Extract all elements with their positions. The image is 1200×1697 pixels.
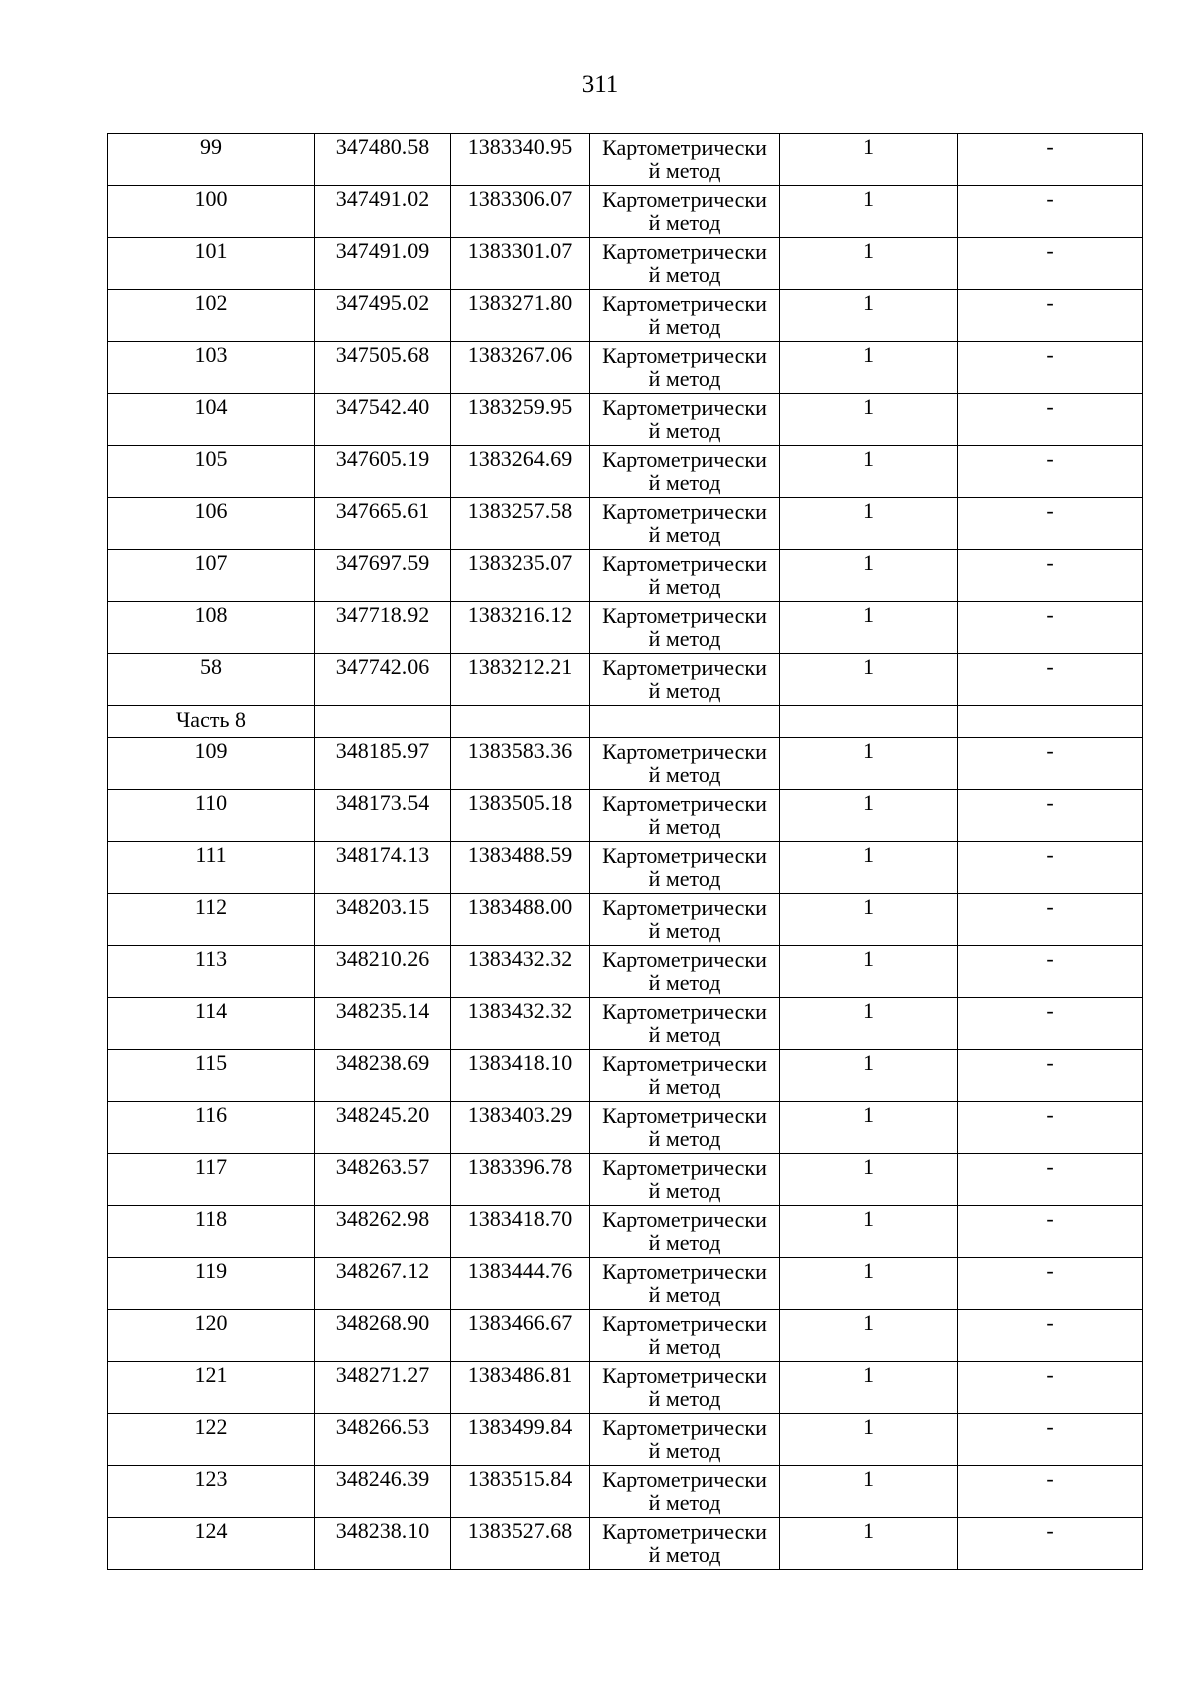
table-row xyxy=(108,842,1143,894)
accuracy-cell: 1 xyxy=(780,738,958,790)
point-number-cell: 118 xyxy=(108,1206,315,1258)
method-text-line1: Картометрически xyxy=(602,603,767,628)
method-cell xyxy=(590,1258,780,1310)
method-text-line2: й метод xyxy=(648,158,721,183)
table-row xyxy=(108,790,1143,842)
table-row xyxy=(108,1362,1143,1414)
x-coordinate-cell: 347542.40 xyxy=(315,394,451,446)
accuracy-cell: 1 xyxy=(780,186,958,238)
x-coordinate-cell: 347665.61 xyxy=(315,498,451,550)
coordinates-table xyxy=(107,133,1143,1570)
method-text-line2: й метод xyxy=(648,762,721,787)
accuracy-cell: 1 xyxy=(780,1466,958,1518)
x-coordinate-cell: 348266.53 xyxy=(315,1414,451,1466)
x-coordinate-cell: 348246.39 xyxy=(315,1466,451,1518)
x-coordinate-cell: 348245.20 xyxy=(315,1102,451,1154)
method-text-line2: й метод xyxy=(648,1022,721,1047)
x-coordinate-cell: 348267.12 xyxy=(315,1258,451,1310)
y-coordinate-cell: 1383396.78 xyxy=(451,1154,590,1206)
accuracy-cell: 1 xyxy=(780,1258,958,1310)
accuracy-cell: 1 xyxy=(780,134,958,186)
note-cell: - xyxy=(958,1310,1143,1362)
table-row xyxy=(108,446,1143,498)
note-cell: - xyxy=(958,998,1143,1050)
y-coordinate-cell: 1383235.07 xyxy=(451,550,590,602)
method-text-line2: й метод xyxy=(648,918,721,943)
method-text-line2: й метод xyxy=(648,678,721,703)
x-coordinate-cell: 347742.06 xyxy=(315,654,451,706)
method-text-line1: Картометрически xyxy=(602,1415,767,1440)
method-text-line1: Картометрически xyxy=(602,895,767,920)
note-cell: - xyxy=(958,446,1143,498)
y-coordinate-cell: 1383264.69 xyxy=(451,446,590,498)
point-number-cell: 100 xyxy=(108,186,315,238)
point-number-cell: 114 xyxy=(108,998,315,1050)
note-cell: - xyxy=(958,290,1143,342)
point-number-cell: 119 xyxy=(108,1258,315,1310)
accuracy-cell: 1 xyxy=(780,946,958,998)
method-cell xyxy=(590,1102,780,1154)
table-row xyxy=(108,738,1143,790)
method-cell xyxy=(590,394,780,446)
point-number-cell: 113 xyxy=(108,946,315,998)
note-cell: - xyxy=(958,738,1143,790)
point-number-cell: 116 xyxy=(108,1102,315,1154)
method-text-line1: Картометрически xyxy=(602,843,767,868)
method-cell xyxy=(590,790,780,842)
method-text-line1: Картометрически xyxy=(602,1259,767,1284)
x-coordinate-cell: 348185.97 xyxy=(315,738,451,790)
method-text-line1: Картометрически xyxy=(602,187,767,212)
method-text-line1: Картометрически xyxy=(602,499,767,524)
method-cell xyxy=(590,602,780,654)
table-row xyxy=(108,1414,1143,1466)
point-number-cell: 109 xyxy=(108,738,315,790)
note-cell: - xyxy=(958,1102,1143,1154)
table-row xyxy=(108,998,1143,1050)
table-row xyxy=(108,186,1143,238)
method-text-line1: Картометрически xyxy=(602,1311,767,1336)
method-text-line2: й метод xyxy=(648,1126,721,1151)
point-number-cell: 123 xyxy=(108,1466,315,1518)
table-row xyxy=(108,602,1143,654)
accuracy-cell: 1 xyxy=(780,842,958,894)
point-number-cell: 120 xyxy=(108,1310,315,1362)
empty-cell xyxy=(315,706,451,738)
table-row xyxy=(108,394,1143,446)
accuracy-cell: 1 xyxy=(780,1050,958,1102)
point-number-cell: 105 xyxy=(108,446,315,498)
note-cell: - xyxy=(958,1154,1143,1206)
x-coordinate-cell: 347480.58 xyxy=(315,134,451,186)
point-number-cell: 103 xyxy=(108,342,315,394)
empty-cell xyxy=(451,706,590,738)
y-coordinate-cell: 1383403.29 xyxy=(451,1102,590,1154)
accuracy-cell: 1 xyxy=(780,790,958,842)
x-coordinate-cell: 348263.57 xyxy=(315,1154,451,1206)
method-text-line2: й метод xyxy=(648,1282,721,1307)
y-coordinate-cell: 1383432.32 xyxy=(451,998,590,1050)
table-row xyxy=(108,1310,1143,1362)
y-coordinate-cell: 1383267.06 xyxy=(451,342,590,394)
y-coordinate-cell: 1383418.70 xyxy=(451,1206,590,1258)
note-cell: - xyxy=(958,1362,1143,1414)
y-coordinate-cell: 1383271.80 xyxy=(451,290,590,342)
x-coordinate-cell: 348268.90 xyxy=(315,1310,451,1362)
method-text-line1: Картометрически xyxy=(602,1103,767,1128)
method-text-line2: й метод xyxy=(648,1230,721,1255)
note-cell: - xyxy=(958,342,1143,394)
method-cell xyxy=(590,290,780,342)
section-header-row xyxy=(108,706,1143,738)
method-text-line1: Картометрически xyxy=(602,1051,767,1076)
y-coordinate-cell: 1383301.07 xyxy=(451,238,590,290)
point-number-cell: 112 xyxy=(108,894,315,946)
method-cell xyxy=(590,550,780,602)
y-coordinate-cell: 1383486.81 xyxy=(451,1362,590,1414)
accuracy-cell: 1 xyxy=(780,550,958,602)
method-text-line2: й метод xyxy=(648,574,721,599)
method-text-line2: й метод xyxy=(648,1490,721,1515)
method-text-line2: й метод xyxy=(648,470,721,495)
x-coordinate-cell: 348262.98 xyxy=(315,1206,451,1258)
method-text-line2: й метод xyxy=(648,866,721,891)
point-number-cell: 104 xyxy=(108,394,315,446)
method-cell xyxy=(590,654,780,706)
method-text-line1: Картометрически xyxy=(602,135,767,160)
y-coordinate-cell: 1383432.32 xyxy=(451,946,590,998)
method-cell xyxy=(590,842,780,894)
table-row xyxy=(108,550,1143,602)
method-cell xyxy=(590,998,780,1050)
point-number-cell: 110 xyxy=(108,790,315,842)
x-coordinate-cell: 347718.92 xyxy=(315,602,451,654)
table-row xyxy=(108,1518,1143,1570)
point-number-cell: 107 xyxy=(108,550,315,602)
accuracy-cell: 1 xyxy=(780,998,958,1050)
method-cell xyxy=(590,186,780,238)
point-number-cell: 115 xyxy=(108,1050,315,1102)
note-cell: - xyxy=(958,186,1143,238)
x-coordinate-cell: 348238.69 xyxy=(315,1050,451,1102)
x-coordinate-cell: 348235.14 xyxy=(315,998,451,1050)
y-coordinate-cell: 1383505.18 xyxy=(451,790,590,842)
method-text-line1: Картометрически xyxy=(602,1519,767,1544)
table-row xyxy=(108,1050,1143,1102)
x-coordinate-cell: 347505.68 xyxy=(315,342,451,394)
x-coordinate-cell: 348203.15 xyxy=(315,894,451,946)
y-coordinate-cell: 1383515.84 xyxy=(451,1466,590,1518)
accuracy-cell: 1 xyxy=(780,602,958,654)
accuracy-cell: 1 xyxy=(780,290,958,342)
empty-cell xyxy=(958,706,1143,738)
y-coordinate-cell: 1383488.59 xyxy=(451,842,590,894)
method-text-line1: Картометрически xyxy=(602,739,767,764)
table-row xyxy=(108,654,1143,706)
point-number-cell: 121 xyxy=(108,1362,315,1414)
method-text-line2: й метод xyxy=(648,1438,721,1463)
table-row xyxy=(108,1206,1143,1258)
method-cell xyxy=(590,738,780,790)
accuracy-cell: 1 xyxy=(780,1310,958,1362)
x-coordinate-cell: 348174.13 xyxy=(315,842,451,894)
accuracy-cell: 1 xyxy=(780,394,958,446)
table-row xyxy=(108,946,1143,998)
method-text-line1: Картометрически xyxy=(602,947,767,972)
point-number-cell: 106 xyxy=(108,498,315,550)
y-coordinate-cell: 1383488.00 xyxy=(451,894,590,946)
accuracy-cell: 1 xyxy=(780,1102,958,1154)
y-coordinate-cell: 1383583.36 xyxy=(451,738,590,790)
table-row xyxy=(108,498,1143,550)
note-cell: - xyxy=(958,134,1143,186)
method-cell xyxy=(590,1518,780,1570)
point-number-cell: 122 xyxy=(108,1414,315,1466)
y-coordinate-cell: 1383216.12 xyxy=(451,602,590,654)
method-text-line1: Картометрически xyxy=(602,343,767,368)
method-cell xyxy=(590,1466,780,1518)
y-coordinate-cell: 1383212.21 xyxy=(451,654,590,706)
x-coordinate-cell: 347491.09 xyxy=(315,238,451,290)
x-coordinate-cell: 348210.26 xyxy=(315,946,451,998)
accuracy-cell: 1 xyxy=(780,894,958,946)
method-text-line2: й метод xyxy=(648,1074,721,1099)
method-cell xyxy=(590,1154,780,1206)
method-text-line1: Картометрически xyxy=(602,239,767,264)
point-number-cell: 58 xyxy=(108,654,315,706)
note-cell: - xyxy=(958,654,1143,706)
note-cell: - xyxy=(958,602,1143,654)
note-cell: - xyxy=(958,498,1143,550)
note-cell: - xyxy=(958,550,1143,602)
method-text-line1: Картометрически xyxy=(602,551,767,576)
x-coordinate-cell: 348271.27 xyxy=(315,1362,451,1414)
method-text-line1: Картометрически xyxy=(602,1467,767,1492)
page-number: 311 xyxy=(581,71,619,98)
point-number-cell: 124 xyxy=(108,1518,315,1570)
method-text-line1: Картометрически xyxy=(602,1155,767,1180)
y-coordinate-cell: 1383257.58 xyxy=(451,498,590,550)
note-cell: - xyxy=(958,1258,1143,1310)
section-label: Часть 8 xyxy=(108,706,315,738)
point-number-cell: 117 xyxy=(108,1154,315,1206)
y-coordinate-cell: 1383499.84 xyxy=(451,1414,590,1466)
method-text-line2: й метод xyxy=(648,262,721,287)
table-row xyxy=(108,894,1143,946)
method-text-line2: й метод xyxy=(648,522,721,547)
table-row xyxy=(108,238,1143,290)
method-text-line1: Картометрически xyxy=(602,1363,767,1388)
accuracy-cell: 1 xyxy=(780,1362,958,1414)
method-text-line2: й метод xyxy=(648,418,721,443)
table-row xyxy=(108,290,1143,342)
method-text-line1: Картометрически xyxy=(602,999,767,1024)
accuracy-cell: 1 xyxy=(780,498,958,550)
method-text-line2: й метод xyxy=(648,210,721,235)
note-cell: - xyxy=(958,1414,1143,1466)
method-text-line1: Картометрически xyxy=(602,655,767,680)
accuracy-cell: 1 xyxy=(780,654,958,706)
method-text-line1: Картометрически xyxy=(602,1207,767,1232)
empty-cell xyxy=(780,706,958,738)
coordinates-table-body xyxy=(108,134,1143,1570)
method-cell xyxy=(590,446,780,498)
method-cell xyxy=(590,1362,780,1414)
method-cell xyxy=(590,946,780,998)
method-text-line2: й метод xyxy=(648,1386,721,1411)
y-coordinate-cell: 1383340.95 xyxy=(451,134,590,186)
point-number-cell: 111 xyxy=(108,842,315,894)
method-cell xyxy=(590,894,780,946)
accuracy-cell: 1 xyxy=(780,342,958,394)
table-row xyxy=(108,134,1143,186)
method-cell xyxy=(590,498,780,550)
accuracy-cell: 1 xyxy=(780,238,958,290)
method-text-line2: й метод xyxy=(648,814,721,839)
y-coordinate-cell: 1383527.68 xyxy=(451,1518,590,1570)
table-row xyxy=(108,1102,1143,1154)
method-text-line1: Картометрически xyxy=(602,447,767,472)
method-text-line1: Картометрически xyxy=(602,791,767,816)
note-cell: - xyxy=(958,946,1143,998)
method-cell xyxy=(590,134,780,186)
note-cell: - xyxy=(958,1050,1143,1102)
x-coordinate-cell: 347697.59 xyxy=(315,550,451,602)
accuracy-cell: 1 xyxy=(780,446,958,498)
table-row xyxy=(108,1154,1143,1206)
note-cell: - xyxy=(958,1466,1143,1518)
accuracy-cell: 1 xyxy=(780,1154,958,1206)
note-cell: - xyxy=(958,1206,1143,1258)
method-cell xyxy=(590,1310,780,1362)
method-cell xyxy=(590,342,780,394)
note-cell: - xyxy=(958,842,1143,894)
method-text-line1: Картометрически xyxy=(602,395,767,420)
method-text-line1: Картометрически xyxy=(602,291,767,316)
y-coordinate-cell: 1383259.95 xyxy=(451,394,590,446)
method-text-line2: й метод xyxy=(648,626,721,651)
x-coordinate-cell: 347495.02 xyxy=(315,290,451,342)
note-cell: - xyxy=(958,790,1143,842)
accuracy-cell: 1 xyxy=(780,1414,958,1466)
method-text-line2: й метод xyxy=(648,970,721,995)
method-text-line2: й метод xyxy=(648,1542,721,1567)
y-coordinate-cell: 1383306.07 xyxy=(451,186,590,238)
note-cell: - xyxy=(958,894,1143,946)
point-number-cell: 108 xyxy=(108,602,315,654)
point-number-cell: 101 xyxy=(108,238,315,290)
y-coordinate-cell: 1383466.67 xyxy=(451,1310,590,1362)
y-coordinate-cell: 1383418.10 xyxy=(451,1050,590,1102)
method-cell xyxy=(590,1414,780,1466)
table-row xyxy=(108,1466,1143,1518)
point-number-cell: 102 xyxy=(108,290,315,342)
x-coordinate-cell: 348173.54 xyxy=(315,790,451,842)
table-row xyxy=(108,342,1143,394)
y-coordinate-cell: 1383444.76 xyxy=(451,1258,590,1310)
method-cell xyxy=(590,1206,780,1258)
method-text-line2: й метод xyxy=(648,314,721,339)
accuracy-cell: 1 xyxy=(780,1518,958,1570)
method-cell xyxy=(590,1050,780,1102)
method-cell xyxy=(590,238,780,290)
note-cell: - xyxy=(958,238,1143,290)
x-coordinate-cell: 348238.10 xyxy=(315,1518,451,1570)
point-number-cell: 99 xyxy=(108,134,315,186)
method-text-line2: й метод xyxy=(648,366,721,391)
method-text-line2: й метод xyxy=(648,1178,721,1203)
table-row xyxy=(108,1258,1143,1310)
accuracy-cell: 1 xyxy=(780,1206,958,1258)
note-cell: - xyxy=(958,394,1143,446)
empty-cell xyxy=(590,706,780,738)
x-coordinate-cell: 347605.19 xyxy=(315,446,451,498)
note-cell: - xyxy=(958,1518,1143,1570)
x-coordinate-cell: 347491.02 xyxy=(315,186,451,238)
method-text-line2: й метод xyxy=(648,1334,721,1359)
